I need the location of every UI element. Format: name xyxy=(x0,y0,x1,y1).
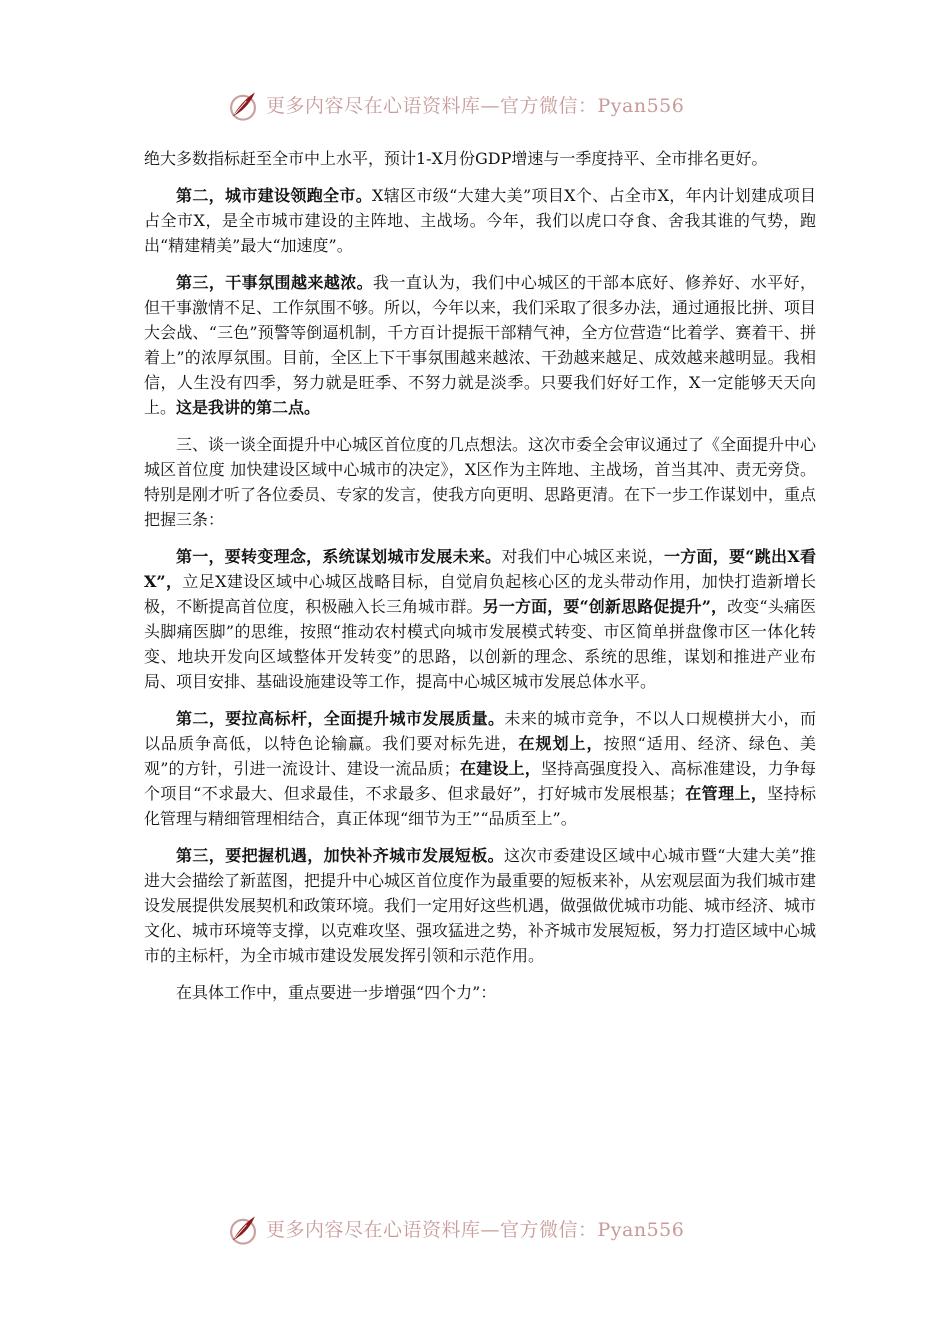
text-run: 改变“头痛医头脚痛医脚”的思维，按照“推动农村模式向城市发展模式转变、市区简单拼盘像市区一体化转变、地块开发向区域整体开发转变”的思路，以创新的理念、系统的思维，谋划和推进产业布局、项目安排、基础设施建设等工作，提高中心城区城市发展总体水平。 xyxy=(144,597,816,691)
quill-pen-logo-icon xyxy=(226,1213,260,1247)
text-run: 按照“适用、经济、绿色、美观”的方针，引进一流设计、建设一流品质； xyxy=(144,734,816,778)
paragraph-2 xyxy=(144,183,816,258)
document-body xyxy=(144,146,816,1017)
bold-heading: 第二，城市建设领跑全市。 xyxy=(176,186,373,205)
text-run: 未来的城市竞争，不以人口规模拼大小，而以品质争高低，以特色论输赢。我们要对标先进， xyxy=(144,709,816,753)
text-run: 三、谈一谈全面提升中心城区首位度的几点想法。这次市委全会审议通过了《全面提升中心城区首位度 加快建设区域中心城市的决定》，X区作为主阵地、主战场，首当其冲、责无旁贷。特别是刚才听了各位委员、专家的发言，使我方向更明、思路更清。在下一步工作谋划中，重点把握三条： xyxy=(144,435,817,529)
watermark-footer xyxy=(0,1210,950,1250)
paragraph-8 xyxy=(144,980,816,1005)
bold-run: 这是我讲的第二点。 xyxy=(176,398,321,417)
paragraph-7 xyxy=(144,843,816,968)
watermark-text: 更多内容尽在心语资料库—官方微信：Pyan556 xyxy=(266,95,685,117)
paragraph-1 xyxy=(144,146,816,171)
bold-run: 在管理上， xyxy=(684,784,768,803)
text-run: 坚持高强度投入、高标准建设，力争每个项目“不求最大、但求最佳，不求最多、但求最好”，打好城市发展根基； xyxy=(144,759,816,803)
text-run: 这次市委建设区域中心城市暨“大建大美”推进大会描绘了新蓝图，把提升中心城区首位度作为最重要的短板来补，从宏观层面为我们城市建设发展提供发展契机和政策环境。我们一定用好这些机遇，做强做优城市功能、城市经济、城市文化、城市环境等支撑，以克难攻坚、强攻猛进之势，补齐城市发展短板，努力打造区域中心城市的主标杆，为全市城市建设发展发挥引领和示范作用。 xyxy=(144,846,817,965)
text-run: X辖区市级“大建大美”项目X个、占全市X，年内计划建成项目占全市X，是全市城市建设的主阵地、主战场。今年，我们以虎口夺食、舍我其谁的气势，跑出“精建精美”最大“加速度”。 xyxy=(144,186,816,255)
bold-run: 另一方面，要“创新思路促提升”， xyxy=(482,597,728,616)
watermark-text: 更多内容尽在心语资料库—官方微信：Pyan556 xyxy=(266,1219,685,1241)
text-run: 我一直认为，我们中心城区的干部本底好、修养好、水平好，但干事激情不足、工作氛围不够。所以，今年以来，我们采取了很多办法，通过通报比拼、项目大会战、“三色”预警等倒逼机制，千方百计提振干部精气神，全方位营造“比着学、赛着干、拼着上”的浓厚氛围。目前，全区上下干事氛围越来越浓、干劲越来越足、成效越来越明显。我相信，人生没有四季，努力就是旺季、不努力就是淡季。只要我们好好工作，X一定能够天天向上。 xyxy=(144,273,817,417)
paragraph-6 xyxy=(144,706,816,831)
bold-run: 在规划上， xyxy=(518,734,604,753)
quill-pen-logo-icon xyxy=(226,89,260,123)
paragraph-3 xyxy=(144,270,816,420)
paragraph-4 xyxy=(144,432,816,532)
bold-heading: 第一，要转变理念，系统谋划城市发展未来。 xyxy=(176,547,502,566)
paragraph-5 xyxy=(144,544,816,694)
text-run: 在具体工作中，重点要进一步增强“四个力”： xyxy=(176,983,497,1002)
bold-heading: 第二，要拉高标杆，全面提升城市发展质量。 xyxy=(176,709,505,728)
bold-run: 在建设上， xyxy=(459,759,541,778)
text-run: 绝大多数指标赶至全市中上水平，预计1-X月份GDP增速与一季度持平、全市排名更好。 xyxy=(144,149,768,168)
text-run: 对我们中心城区来说， xyxy=(501,547,664,566)
watermark-header xyxy=(0,86,950,126)
text-run: 坚持标化管理与精细管理相结合，真正体现“细节为王”“品质至上”。 xyxy=(144,784,816,828)
bold-heading: 第三，干事氛围越来越浓。 xyxy=(176,273,374,292)
bold-run: 一方面，要“跳出X看X”， xyxy=(144,547,816,591)
text-run: 立足X建设区域中心城区战略目标，自觉肩负起核心区的龙头带动作用，加快打造新增长极，不断提高首位度，积极融入长三角城市群。 xyxy=(144,572,816,616)
bold-heading: 第三，要把握机遇，加快补齐城市发展短板。 xyxy=(176,846,505,865)
